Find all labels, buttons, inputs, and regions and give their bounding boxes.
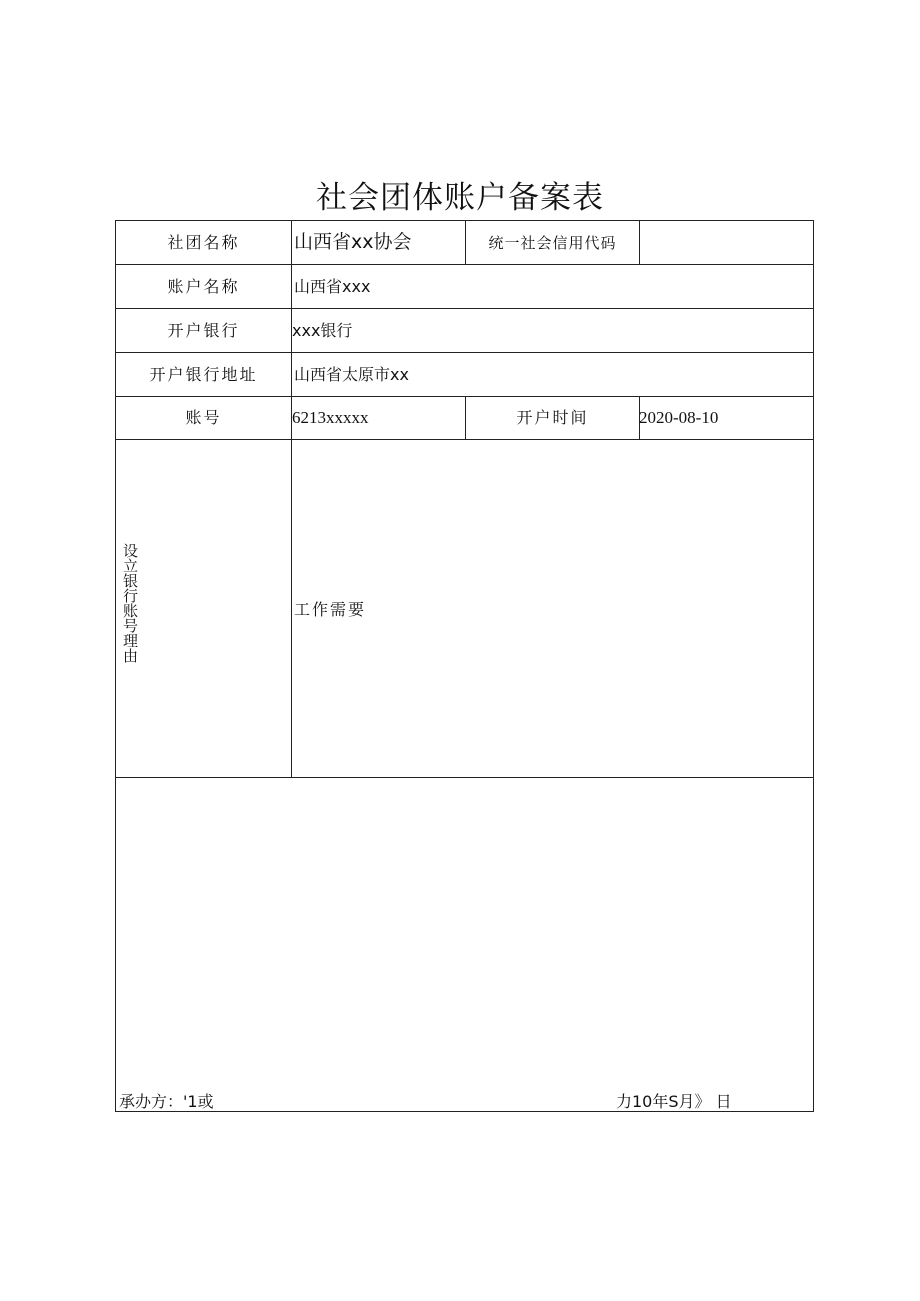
row-divider <box>116 352 813 353</box>
column-divider <box>639 221 640 265</box>
row-divider <box>116 777 813 778</box>
opening-date-value: 2020-08-10 <box>639 408 719 427</box>
reason-label: 设立银行账号理由 <box>121 543 139 663</box>
bank-value: xxx银行 <box>292 321 353 340</box>
bank-address-label: 开户银行地址 <box>149 365 258 384</box>
account-name-value: 山西省xxx <box>294 277 371 296</box>
row-divider <box>116 308 813 309</box>
account-number-label: 账号 <box>185 408 222 427</box>
bank-label: 开户银行 <box>167 321 240 340</box>
organization-name-label: 社团名称 <box>167 233 240 252</box>
account-name-label: 账户名称 <box>167 277 240 296</box>
bank-address-value: 山西省太原市xx <box>294 365 409 384</box>
handler-text: 承办方：'1或 <box>119 1092 214 1111</box>
reason-value: 工作需要 <box>294 600 367 619</box>
account-registration-form <box>115 220 814 1112</box>
document-title: 社会团体账户备案表 <box>316 180 604 216</box>
opening-date-label: 开户时间 <box>516 408 589 427</box>
organization-name-value: 山西省xx协会 <box>294 231 412 253</box>
column-divider <box>291 221 292 778</box>
signature-date-text: 力10年S月》 日 <box>616 1092 732 1111</box>
credit-code-label: 统一社会信用代码 <box>488 234 617 252</box>
account-number-value: 6213xxxxx <box>292 408 369 427</box>
